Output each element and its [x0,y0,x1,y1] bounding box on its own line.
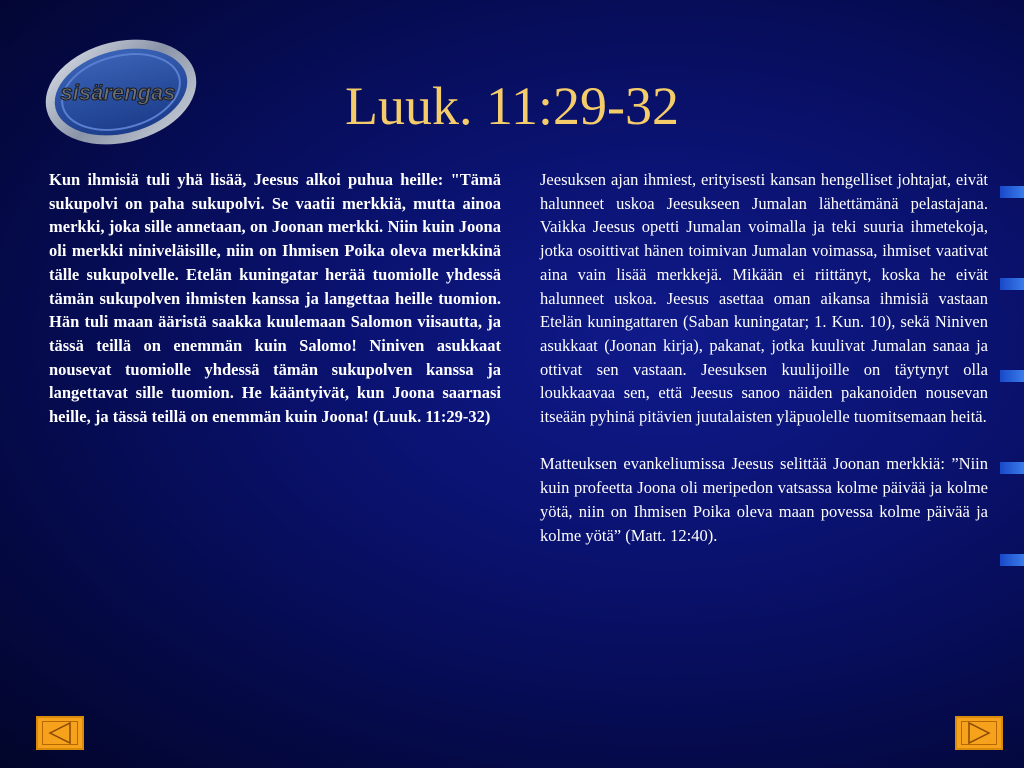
previous-slide-button[interactable] [36,716,84,750]
commentary-paragraph-2: Matteuksen evankeliumissa Jeesus selittää Joonan merkkiä: ”Niin kuin profeetta Joona oli meripedon vatsassa kolme päivää ja kolme yötä, niin on Ihmisen Poika oleva maan povessa kolme päivää ja kolme yötä” (Matt. 12:40). [540,454,988,545]
slide-title [0,74,1024,138]
decor-bar [1000,554,1024,566]
commentary-text [540,168,988,571]
arrow-right-icon [957,718,1001,748]
decor-bar [1000,186,1024,198]
logo-text: sisärengas [60,80,176,105]
decor-bar [1000,462,1024,474]
slide-title-text: Luuk. 11:29-32 [345,76,679,136]
decor-bar [1000,370,1024,382]
decor-bar [1000,278,1024,290]
arrow-left-icon [38,718,82,748]
commentary-paragraph-1: Jeesuksen ajan ihmiest, erityisesti kansan hengelliset johtajat, eivät halunneet uskoa Jeesukseen Jumalan lähettämänä pelastajana. Vaikka Jeesus opetti Jumalan voimalla ja teki suuria ihmetekoja, jotka osoittivat hänen toimivan Jumalan voimassa, ihmiset vaativat aina vain lisää merkkejä. Mikään ei riittänyt, koska he eivät halunneet uskoa. Jeesus asettaa oman aikansa ihmisiä vastaan Etelän kuningattaren (Saban kuningatar; 1. Kun. 10), sekä Niniven asukkaat (Joonan kirja), pakanat, jotka kuulivat Jumalan sanaa ja ottivat sen vastaan. Jeesuksen kuulijoille on täytynyt olla loukkaavaa sen, että Jeesus sanoo näiden pakanoiden nousevan itseään pyhinä pitävien juutalaisten yläpuolelle tuomitsemaan heitä. [540,170,988,427]
decorative-bars [994,0,1024,768]
next-slide-button[interactable] [955,716,1003,750]
scripture-text: Kun ihmisiä tuli yhä lisää, Jeesus alkoi puhua heille: "Tämä sukupolvi on paha sukupolvi. Se vaatii merkkiä, mutta ainoa merkki, joka sille annetaan, on Joonan merkki. Niin kuin Joona oli merkki niniveläisille, niin on Ihmisen Poika oleva merkkinä tälle sukupolvelle. Etelän kuningatar herää tuomiolle yhdessä tämän sukupolven ihmisten kanssa ja langettaa heille tuomion. Hän tuli maan ääristä saakka kuulemaan Salomon viisautta, ja tässä teillä on enemmän kuin Salomo! Niniven asukkaat nousevat tuomiolle yhdessä tämän sukupolven kanssa ja langettavat sille tuomion. He kääntyivät, kun Joona saarnasi heille, ja tässä teillä on enemmän kuin Joona! (Luuk. 11:29-32) [49,170,501,427]
